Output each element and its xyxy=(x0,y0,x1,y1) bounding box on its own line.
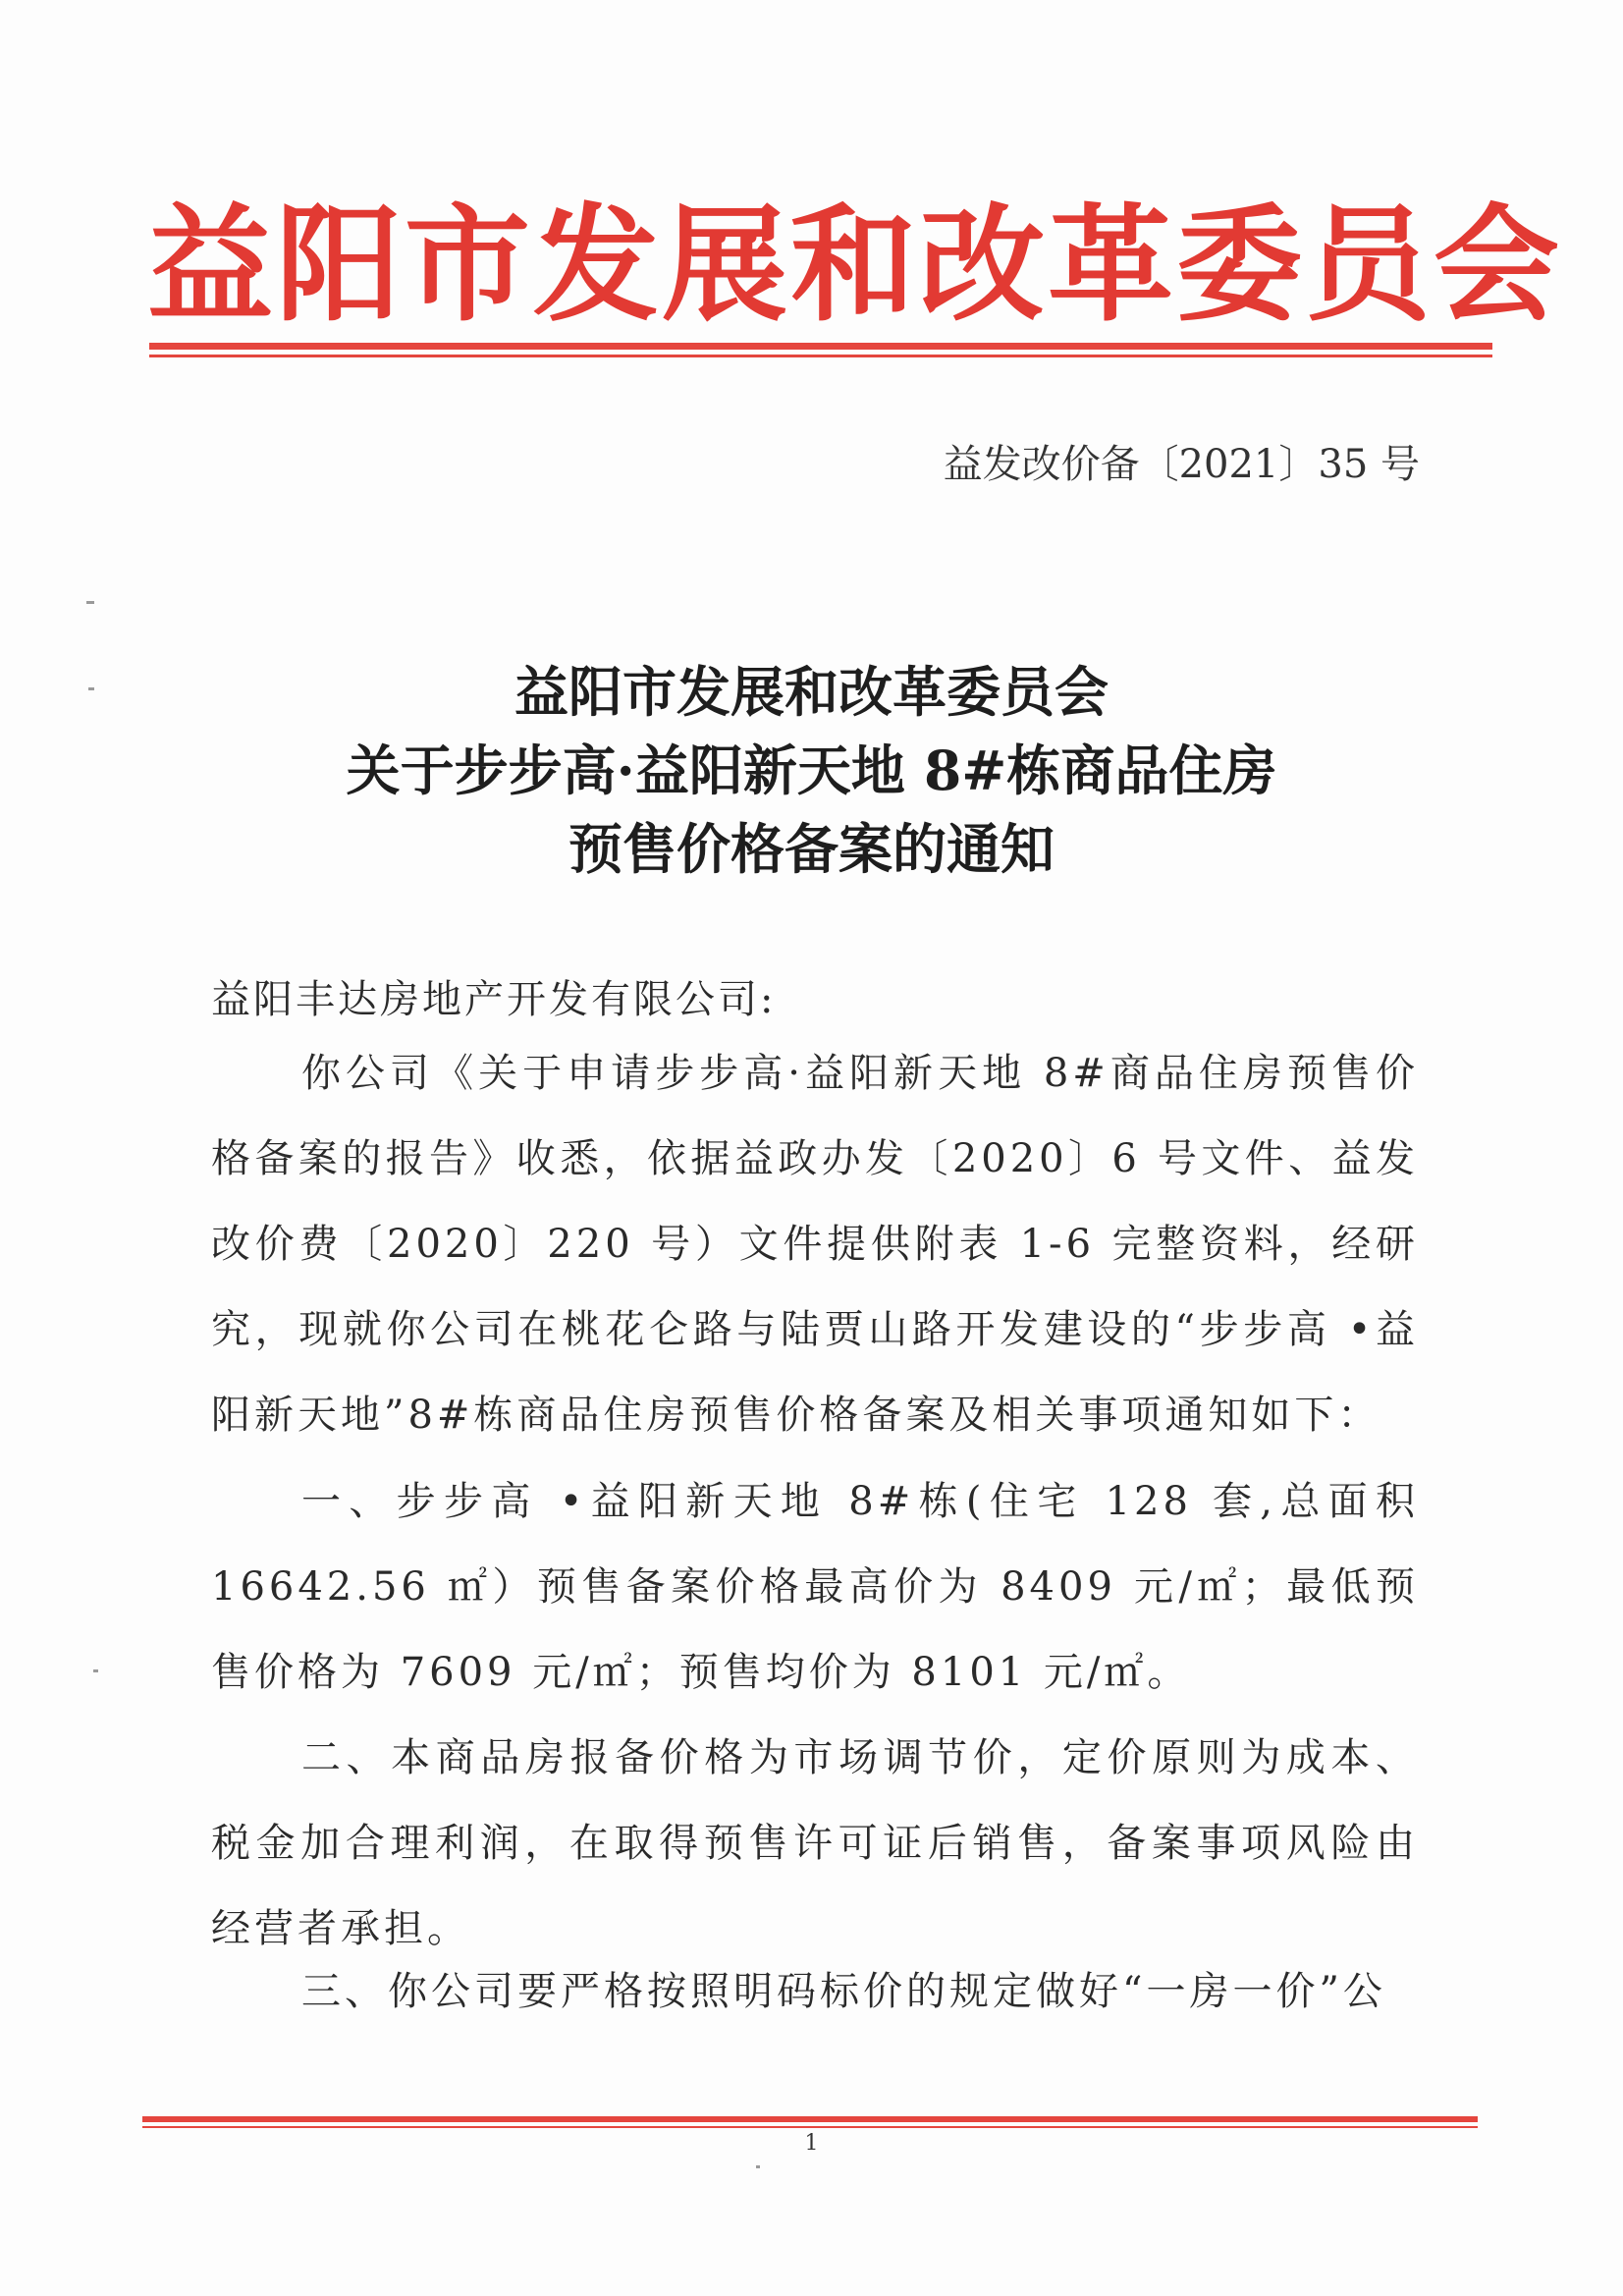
title-line-3: 预售价格备案的通知 xyxy=(568,817,1055,881)
footer-red-rule-thin xyxy=(142,2126,1478,2128)
addressee: 益阳丰达房地产开发有限公司: xyxy=(211,977,777,1022)
notice-title xyxy=(0,653,1623,889)
scan-speck xyxy=(93,1669,98,1672)
body-paragraph-item-1: 一、步步高 •益阳新天地 8#栋(住宅 128 套,总面积 16642.56 ㎡）预售备案价格最高价为 8409 元/㎡；最低预售价格为 7609 元/㎡；预售均价为 8101 元/㎡。 xyxy=(211,1479,1419,1695)
scan-speck xyxy=(756,2165,760,2168)
title-line-1: 益阳市发展和改革委员会 xyxy=(514,660,1109,724)
body-paragraph-item-2: 二、本商品房报备价格为市场调节价，定价原则为成本、税金加合理利润，在取得预售许可证后销售，备案事项风险由经营者承担。 xyxy=(211,1735,1419,1951)
body-paragraph-intro: 你公司《关于申请步步高·益阳新天地 8#商品住房预售价格备案的报告》收悉，依据益政办发〔2020〕6 号文件、益发改价费〔2020〕220 号）文件提供附表 1-6 完整资料，经研究，现就你公司在桃花仑路与陆贾山路开发建设的“步步高 •益阳新天地”8#栋商品住房预售价格备案及相关事项通知如下： xyxy=(211,1051,1419,1438)
scan-speck xyxy=(86,601,94,604)
header-red-rule-thin xyxy=(149,355,1492,357)
scan-speck xyxy=(88,687,94,690)
agency-masthead: 益阳市发展和改革委员会 xyxy=(147,191,1563,339)
document-number: 益发改价备〔2021〕35 号 xyxy=(943,442,1420,487)
page-number: 1 xyxy=(804,2131,819,2156)
body-paragraph-item-3: 三、你公司要严格按照明码标价的规定做好“一房一价”公 xyxy=(301,1969,1386,2014)
title-line-2: 关于步步高·益阳新天地 8#栋商品住房 xyxy=(346,738,1277,802)
footer-red-rule-thick xyxy=(142,2116,1478,2122)
header-red-rule-thick xyxy=(149,343,1492,350)
